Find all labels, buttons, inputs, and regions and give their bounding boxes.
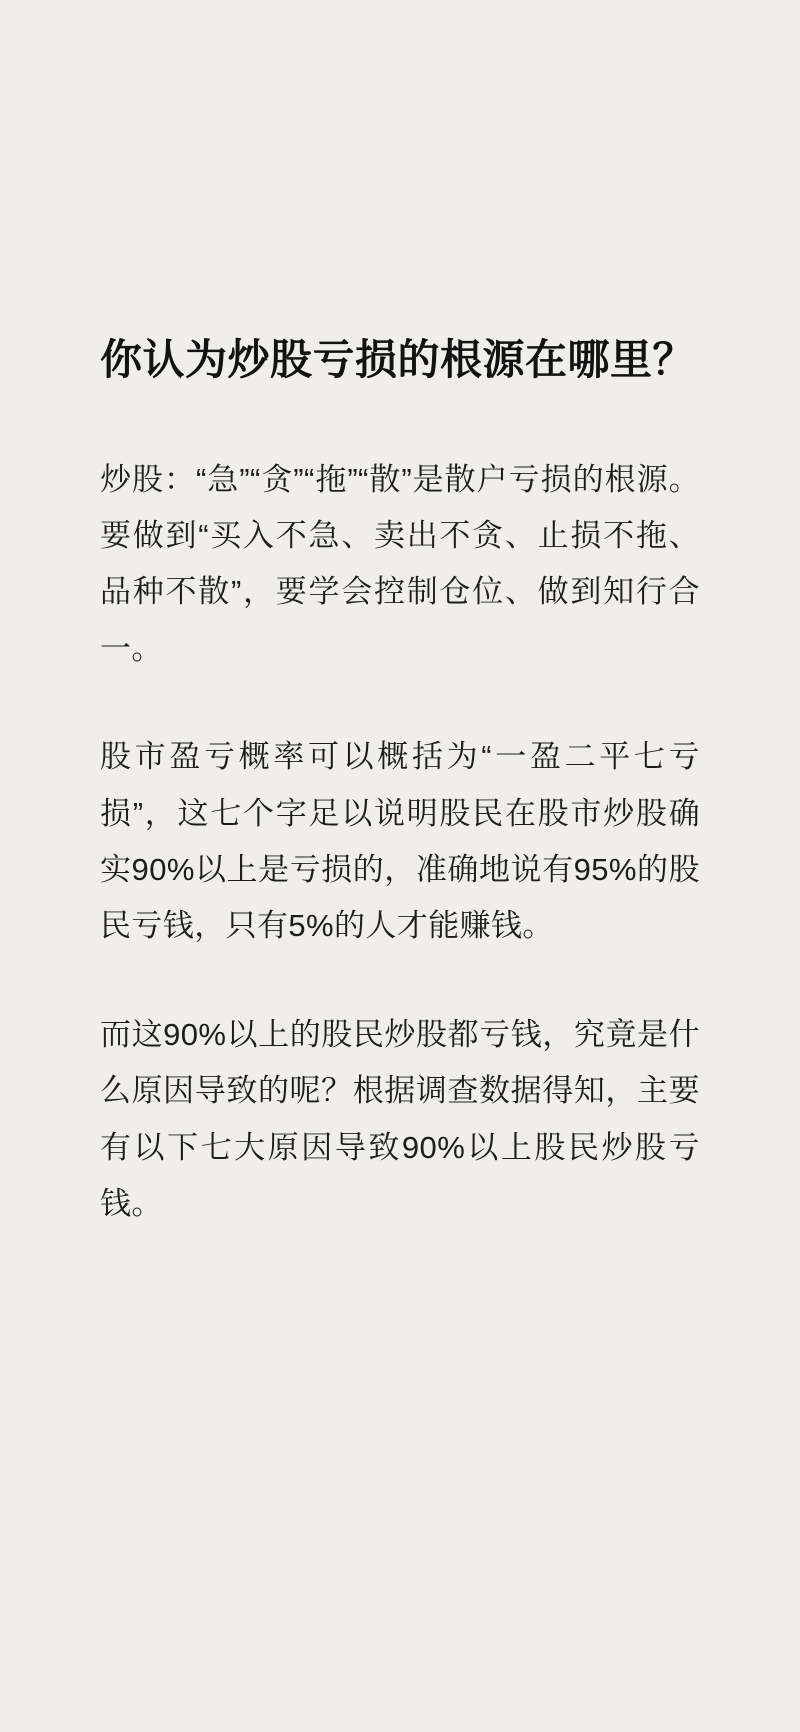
body-paragraph-1: 炒股：“急”“贪”“拖”“散”是散户亏损的根源。要做到“买入不急、卖出不贪、止损不拖、品种不散”，要学会控制仓位、做到知行合一。 — [100, 461, 700, 666]
body-paragraph-3: 而这90%以上的股民炒股都亏钱，究竟是什么原因导致的呢？根据调查数据得知，主要有以下七大原因导致90%以上股民炒股亏钱。 — [100, 1016, 700, 1222]
page-title: 你认为炒股亏损的根源在哪里？ — [100, 336, 696, 383]
body-paragraph-2: 股市盈亏概率可以概括为“一盈二平七亏损”，这七个字足以说明股民在股市炒股确实90%以上是亏损的，准确地说有95%的股民亏钱，只有5%的人才能赚钱。 — [100, 739, 700, 944]
